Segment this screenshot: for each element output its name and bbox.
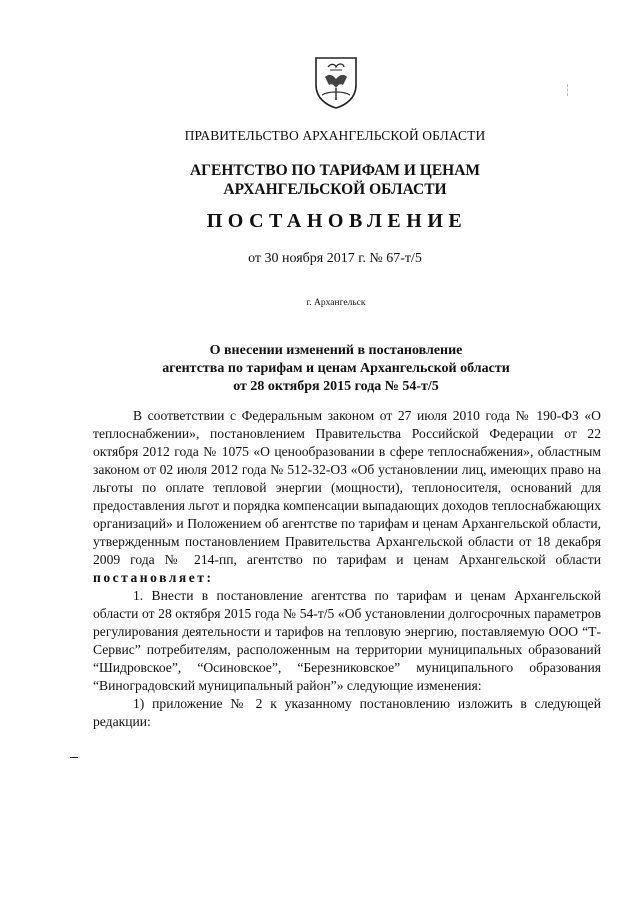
document-city: г. Архангельск	[306, 298, 366, 308]
paragraph-item-1: 1. Внести в постановление агентства по тарифам и ценам Архангельской области от 28 октября 2015 года № 54-т/5 «Об установлении долгосрочных параметров регулирования деятельности и тарифов на тепловую энергию, поставляемую ООО “Т-Сервис” потребителям, расположенным на территории муниципальных образований “Шидровское”, “Осиновское”, “Березниковское” муниципального образования “Виноградовский муниципальный район”» следующие изменения:	[93, 588, 601, 693]
government-name: ПРАВИТЕЛЬСТВО АРХАНГЕЛЬСКОЙ ОБЛАСТИ	[184, 128, 486, 143]
document-type: ПОСТАНОВЛЕНИЕ	[206, 210, 468, 232]
document-subject	[0, 342, 640, 396]
paragraph-preamble	[93, 407, 601, 587]
resolves-keyword: постановляет:	[93, 570, 214, 585]
agency-name-line1: АГЕНТСТВО ПО ТАРИФАМ И ЦЕНАМ	[189, 162, 481, 179]
margin-mark	[70, 757, 78, 758]
subject-line3: от 28 октября 2015 года № 54-т/5	[233, 379, 439, 394]
paragraph-subitem-1: 1) приложение № 2 к указанному постановлению изложить в следующей редакции:	[93, 696, 601, 729]
subject-line2: агентства по тарифам и ценам Архангельской области	[162, 361, 510, 376]
preamble-text: В соответствии с Федеральным законом от 27 июля 2010 года № 190-ФЗ «О теплоснабжении», постановлением Правительства Российской Федерации от 22 октября 2012 года № 1075 «О ценообразовании в сфере теплоснабжения», областным законом от 02 июля 2012 года № 512-32-ОЗ «Об установлении лиц, имеющих право на льготы по оплате тепловой энергии (мощности), теплоносителя, оснований для предоставления льгот и порядка компенсации выпадающих доходов теплоснабжающих организаций» и Положением об агентстве по тарифам и ценам Архангельской области, утвержденным постановлением Правительства Архангельской области от 18 декабря 2009 года № 214-пп, агентство по тарифам и ценам Архангельской области	[93, 408, 601, 567]
scan-mark	[567, 84, 569, 96]
document-body	[93, 407, 601, 731]
document-date-number: от 30 ноября 2017 г. № 67-т/5	[248, 251, 422, 266]
coat-of-arms-icon	[313, 55, 359, 109]
agency-name-line2: АРХАНГЕЛЬСКОЙ ОБЛАСТИ	[223, 181, 447, 198]
agency-name	[0, 161, 640, 199]
subject-line1: О внесении изменений в постановление	[209, 343, 463, 358]
